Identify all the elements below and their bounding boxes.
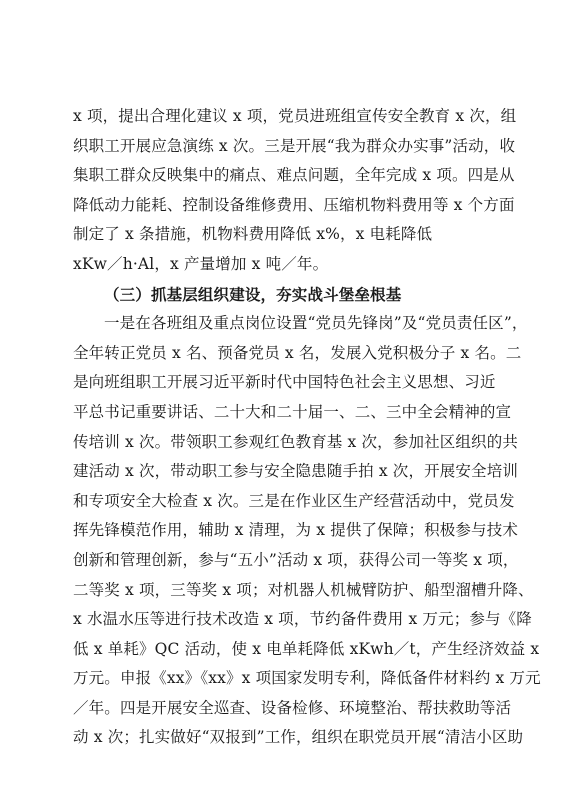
text-line: 创新和管理创新，参与“五小”活动 x 项，获得公司一等奖 x 项， xyxy=(73,550,519,569)
text-line: 平总书记重要讲话、二十大和二十届一、二、三中全会精神的宣 xyxy=(73,402,512,421)
text-line: 集职工群众反映集中的痛点、难点问题，全年完成 x 项。四是从 xyxy=(73,166,515,185)
paragraph-first-line: 一是在各班组及重点岗位设置“党员先锋岗”及“党员责任区”， xyxy=(104,314,528,333)
text-line: 万元。申报《xx》《xx》x 项国家发明专利，降低备件材料约 x 万元 xyxy=(73,669,541,688)
text-line: 低 x 单耗》QC 活动，使 x 电单耗降低 xKwh／t，产生经济效益 x xyxy=(73,639,540,658)
text-line: ／年。四是开展安全巡查、设备检修、环境整治、帮扶救助等活 xyxy=(73,698,512,717)
text-line: 动 x 次；扎实做好“双报到”工作，组织在职党员开展“清洁小区助 xyxy=(73,728,524,747)
text-line: 制定了 x 条措施，机物料费用降低 x%，x 电耗降低 xyxy=(73,225,433,244)
text-line: xKw／h·Al，x 产量增加 x 吨／年。 xyxy=(73,254,329,273)
text-line: 传培训 x 次。带领职工参观红色教育基 x 次，参加社区组织的共 xyxy=(73,432,518,451)
body-text xyxy=(73,102,541,753)
text-line: 织职工开展应急演练 x 次。三是开展“我为群众办实事”活动，收 xyxy=(73,136,516,155)
text-line: 二等奖 x 项，三等奖 x 项；对机器人机械臂防护、船型溜槽升降、 xyxy=(73,580,534,599)
text-line: 全年转正党员 x 名、预备党员 x 名，发展入党积极分子 x 名。二 xyxy=(73,343,522,362)
text-line: 挥先锋模范作用，辅助 x 清理，为 x 提供了保障；积极参与技术 xyxy=(73,521,518,540)
text-line: x 水温水压等进行技术改造 x 项，节约备件费用 x 万元；参与《降 xyxy=(73,610,532,629)
section-heading: （三）抓基层组织建设，夯实战斗堡垒根基 xyxy=(104,284,402,304)
text-line: 是向班组职工开展习近平新时代中国特色社会主义思想、习近 xyxy=(73,373,496,392)
text-line: x 项，提出合理化建议 x 项，党员进班组宣传安全教育 x 次，组 xyxy=(73,107,517,125)
text-line: 和专项安全大检查 x 次。三是在作业区生产经营活动中，党员发 xyxy=(73,491,515,510)
text-line: 降低动力能耗、控制设备维修费用、压缩机物料费用等 x 个方面 xyxy=(73,195,515,214)
text-line: 建活动 x 次，带动职工参与安全隐患随手拍 x 次，开展安全培训 xyxy=(73,462,518,481)
